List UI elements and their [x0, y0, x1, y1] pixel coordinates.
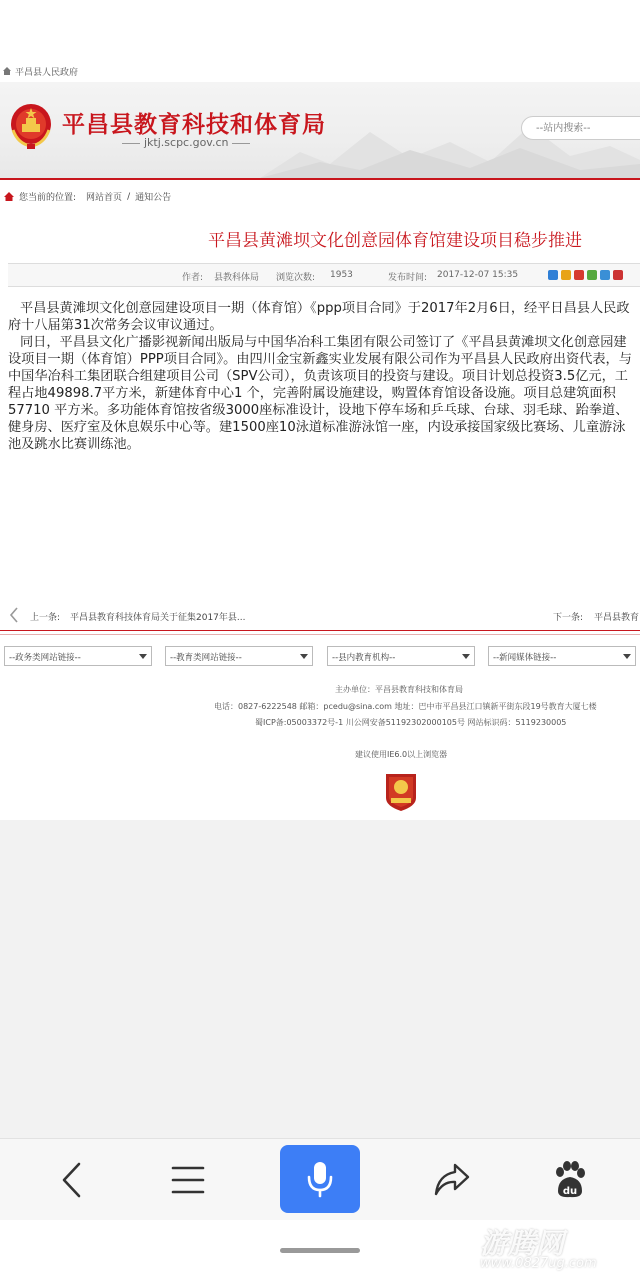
share-tencent-icon[interactable]: [600, 270, 610, 280]
date-value: 2017-12-07 15:35: [437, 270, 519, 280]
baidu-paw-icon: [552, 1161, 588, 1199]
home-icon: [2, 66, 12, 76]
views-label: 浏览次数:: [276, 273, 316, 283]
header-divider: [0, 178, 640, 180]
watermark-logo: 游腾网: [480, 1227, 565, 1260]
share-qzone-icon[interactable]: [561, 270, 571, 280]
share-icon: [433, 1162, 471, 1198]
chevron-down-icon: [300, 654, 308, 659]
county-edu-select[interactable]: [327, 646, 475, 666]
author-value: 县教科体局: [214, 273, 260, 283]
gov-home-link[interactable]: [0, 64, 78, 78]
article-body: [8, 300, 632, 453]
baidu-home-button[interactable]: [538, 1139, 602, 1221]
breadcrumb-current-link[interactable]: 通知公告: [135, 193, 172, 203]
share-weibo-icon[interactable]: [574, 270, 584, 280]
site-url-text: jktj.scpc.gov.cn: [144, 136, 229, 149]
watermark-url: www.0827ug.com: [480, 1256, 597, 1271]
svg-text:du: du: [562, 1186, 578, 1197]
site-search-input[interactable]: [521, 116, 640, 140]
footer-host: 主办单位：平昌县教育科技和体育局: [335, 685, 463, 694]
share-renren-icon[interactable]: [587, 270, 597, 280]
page-blank-area: [0, 820, 640, 1138]
home-icon: [3, 191, 15, 202]
chevron-down-icon: [139, 654, 147, 659]
edu-links-select[interactable]: [165, 646, 313, 666]
article-meta-bar: [8, 263, 640, 287]
site-url: [118, 136, 254, 149]
next-article-link[interactable]: 平昌县教育: [594, 613, 640, 623]
footer-icp: 蜀ICP备:05003372号-1 川公网安备51192302000105号 网站标识码：5119230005: [255, 718, 567, 727]
menu-icon: [171, 1165, 205, 1195]
back-button[interactable]: [40, 1139, 104, 1221]
footer-divider-secondary: [0, 634, 640, 635]
browser-bottom-nav: [0, 1138, 640, 1221]
article-paragraph-1: 平昌县黄滩坝文化创意园建设项目一期（体育馆）《ppp项目合同》于2017年2月6日，经平日昌县人民政府十八届第31次常务会议审议通过。: [8, 301, 630, 333]
article-paragraph-2: 同日，平昌县文化广播影视新闻出版局与中国华冶科工集团有限公司签订了《平昌县黄滩坝文化创意园建设项目一期（体育馆）PPP项目合同》。由四川金宝新鑫实业发展有限公司作为平昌县人民政府出资代表，与中国华冶科工集团联合组建项目公司（SPV公司），负责该项目的投资与建设。项目计划总投资3.5亿元，工程占地49898.7平方米，新建体育中心1 个，完善附属设施建设，购置体育馆设备设施。项目总建筑面积57710 平方米。多功能体育馆按省级3000座标准设计，设地下停车场和乒乓球、台球、羽毛球、跆拳道、健身房、医疗室及休息娱乐中心等。建1500座10泳道标准游泳馆一座，内设承接国家级比赛场、儿童游泳池及跳水比赛训练池。: [8, 335, 632, 452]
prev-next-nav: [0, 604, 640, 628]
menu-button[interactable]: [156, 1139, 220, 1221]
home-indicator[interactable]: [280, 1248, 360, 1253]
breadcrumb-separator: /: [127, 191, 131, 202]
county-edu-select-value: --县内教育机构--: [332, 653, 396, 663]
chevron-down-icon: [462, 654, 470, 659]
next-label: 下一条:: [553, 613, 584, 623]
edu-links-select-value: --教育类网站链接--: [170, 653, 242, 663]
breadcrumb-label: 您当前的位置:: [19, 193, 77, 203]
prev-label: 上一条:: [30, 613, 61, 623]
share-wechat-icon[interactable]: [548, 270, 558, 280]
site-header: [0, 82, 640, 178]
footer-contact: 电话：0827-6222548 邮箱：pcedu@sina.com 地址：巴中市平昌县江口镇新平街东段19号教育大厦七楼: [214, 702, 597, 711]
chevron-left-icon[interactable]: [8, 606, 20, 624]
share-more-icon[interactable]: [613, 270, 623, 280]
author-label: 作者:: [182, 273, 204, 283]
media-links-select-value: --新闻媒体链接--: [493, 653, 557, 663]
back-icon: [59, 1161, 85, 1199]
gov-error-report-badge-icon[interactable]: [383, 770, 419, 812]
breadcrumb: [0, 190, 171, 203]
footer-divider: [0, 630, 640, 631]
gov-links-select[interactable]: [4, 646, 152, 666]
footer-browser-note: 建议使用IE6.0以上浏览器: [355, 750, 448, 759]
microphone-icon: [305, 1159, 335, 1199]
breadcrumb-home-link[interactable]: 网站首页: [86, 193, 123, 203]
chevron-down-icon: [623, 654, 631, 659]
views-value: 1953: [330, 270, 353, 280]
site-title: 平昌县教育科技和体育局: [62, 111, 326, 138]
gov-link-text: 平昌县人民政府: [15, 67, 79, 78]
gov-links-select-value: --政务类网站链接--: [9, 653, 81, 663]
media-links-select[interactable]: [488, 646, 636, 666]
voice-search-button[interactable]: [280, 1145, 360, 1213]
national-emblem-icon: [8, 100, 54, 150]
share-button[interactable]: [420, 1139, 484, 1221]
share-icons: [548, 270, 623, 280]
article-title: 平昌县黄滩坝文化创意园体育馆建设项目稳步推进: [208, 231, 582, 251]
date-label: 发布时间:: [388, 273, 428, 283]
prev-article-link[interactable]: 平昌县教育科技体育局关于征集2017年县...: [70, 613, 246, 623]
